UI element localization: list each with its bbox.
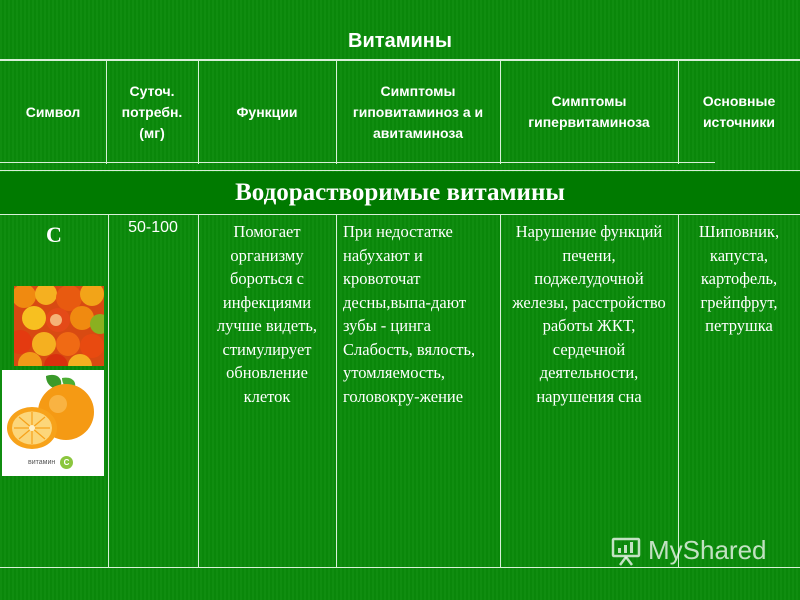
hyper-symptoms-text: Нарушение функций печени, поджелудочной железы, расстройство работы ЖКТ, сердечной деятельности, нарушения сна	[512, 222, 666, 406]
table-bottom-border	[0, 567, 800, 568]
header-divider-4	[500, 60, 501, 164]
table-top-border	[0, 59, 800, 61]
header-hypo-symptoms: Симптомы гиповитаминоз а и авитаминоза	[352, 82, 484, 141]
slide-title: Витамины	[348, 30, 452, 52]
header-divider-3	[336, 60, 337, 164]
section-bottom-border	[0, 214, 800, 215]
functions-text: Помогает организму бороться с инфекциями лучше видеть, стимулирует обновление клеток	[216, 222, 318, 406]
row-divider-3	[336, 214, 337, 567]
header-functions: Функции	[236, 103, 298, 120]
section-title: Водорастворимые витамины	[0, 172, 800, 214]
orange-vitamin-c-image	[2, 370, 104, 476]
header-divider-5	[678, 60, 679, 164]
citrus-fruits-image	[14, 286, 104, 366]
row-divider-5	[678, 214, 679, 567]
row-divider-4	[500, 214, 501, 567]
vitamin-symbol: С	[46, 222, 62, 247]
header-symbol: Символ	[25, 103, 81, 120]
watermark-text: MyShared	[648, 535, 767, 565]
presentation-board-icon	[610, 536, 642, 566]
vitamin-card-label: витамин	[28, 459, 56, 466]
vitamin-c-badge: С	[60, 456, 73, 469]
daily-need-value: 50-100	[128, 219, 178, 236]
sources-text: Шиповник, капуста, картофель, грейпфрут, петрушка	[698, 222, 780, 335]
header-bottom-border	[0, 162, 715, 163]
header-divider-1	[106, 60, 107, 164]
header-daily-need: Суточ. потребн. (мг)	[121, 82, 183, 141]
header-sources: Основные источники	[702, 93, 776, 130]
row-divider-2	[198, 214, 199, 567]
row-divider-1	[108, 214, 109, 567]
header-divider-2	[198, 60, 199, 164]
hypo-symptoms-text: При недостатке набухают и кровоточат десны,выпа-дают зубы - цинга Слабость, вялость, утомляемость, головокру-жение	[343, 222, 476, 406]
header-hyper-symptoms: Симптомы гипервитаминоза	[528, 93, 650, 130]
section-top-border	[0, 170, 800, 171]
myshared-watermark	[610, 535, 767, 566]
